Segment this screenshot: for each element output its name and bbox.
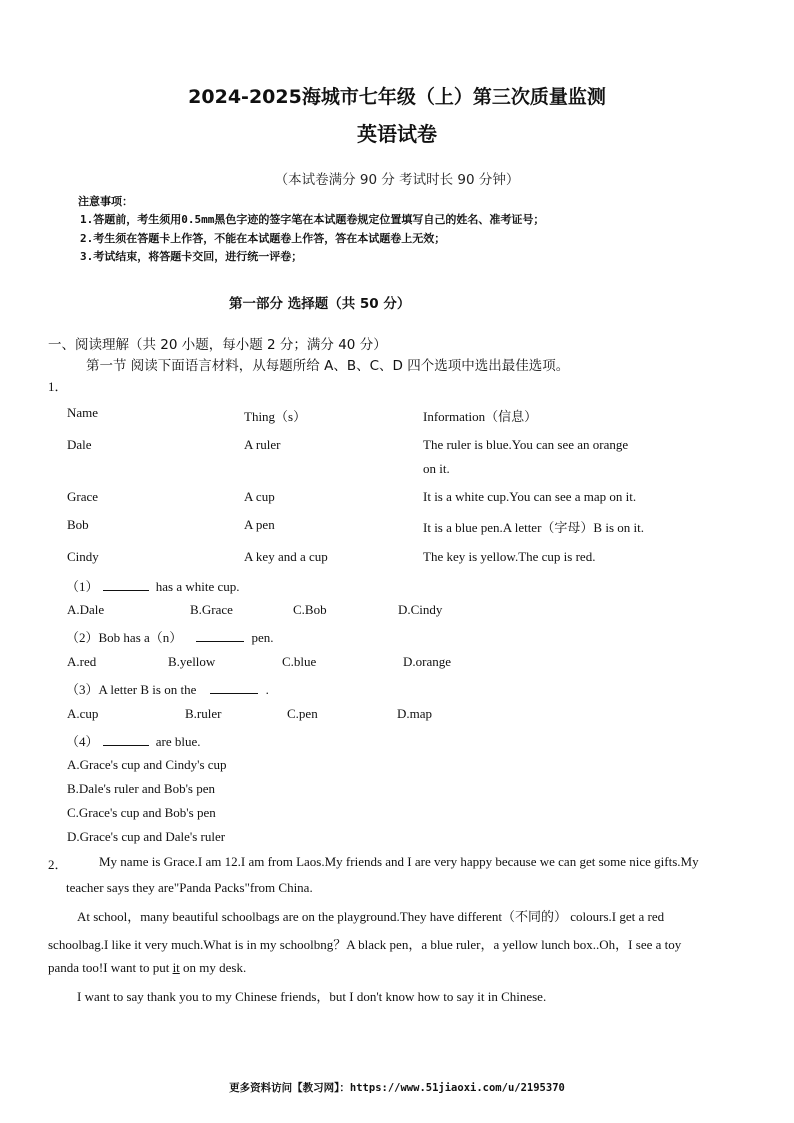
table-cell-name: Grace: [67, 489, 99, 504]
option-a: A.cup: [67, 706, 99, 721]
sub-question-prefix: （2）Bob has a（n）: [66, 630, 183, 645]
sub-question-stem: are blue.: [155, 734, 201, 749]
option-b: B.Dale's ruler and Bob's pen: [67, 781, 216, 796]
passage-text: on my desk.: [179, 960, 247, 975]
table-cell-thing: A key and a cup: [244, 549, 328, 564]
sub-question-2: [66, 627, 274, 646]
table-header-info: Information（信息）: [423, 409, 538, 424]
option-a: A.Dale: [67, 602, 105, 617]
table-cell-thing: A ruler: [244, 437, 281, 452]
sub-question-prefix: （1）: [66, 579, 99, 594]
underlined-word: it: [172, 960, 180, 975]
answer-blank: [103, 580, 149, 591]
section-instruction: 第一节 阅读下面语言材料，从每题所给 A、B、C、D 四个选项中选出最佳选项。: [86, 358, 570, 374]
passage-line: teacher says they are"Panda Packs"from China.: [66, 880, 313, 895]
passage-line: My name is Grace.I am 12.I am from Laos.My friends and I are very happy because we can get some nice gifts.My: [99, 854, 699, 869]
table-cell-thing: A cup: [244, 489, 275, 504]
option-b: B.ruler: [185, 706, 222, 721]
option-d: D.map: [397, 706, 433, 721]
table-cell-info: The ruler is blue.You can see an orange: [423, 437, 629, 452]
answer-blank: [196, 631, 244, 642]
question-number: 1．: [48, 379, 68, 394]
sub-question-stem: pen.: [251, 630, 274, 645]
option-d: D.orange: [403, 654, 452, 669]
question-number: 2．: [48, 857, 68, 872]
table-header-thing: Thing（s）: [244, 409, 307, 424]
answer-blank: [210, 683, 258, 694]
sub-question-stem: has a white cup.: [155, 579, 240, 594]
passage-line: I want to say thank you to my Chinese friends，but I don't know how to say it in Chinese.: [77, 989, 547, 1004]
notice-item: 2.考生须在答题卡上作答，不能在本试题卷上作答，答在本试题卷上无效；: [80, 232, 446, 245]
section-heading: 一、阅读理解（共 20 小题，每小题 2 分；满分 40 分）: [48, 337, 387, 353]
sub-question-4: [66, 731, 201, 750]
table-cell-name: Dale: [67, 437, 92, 452]
sub-question-1: [66, 576, 240, 595]
table-cell-info: on it.: [423, 461, 450, 476]
passage-line: schoolbag.I like it very much.What is in my schoolbng？A black pen，a blue ruler，a yellow lunch box..Oh，I see a toy: [48, 937, 682, 952]
exam-title: 2024-2025海城市七年级（上）第三次质量监测: [188, 86, 606, 108]
option-c: C.pen: [287, 706, 318, 721]
option-b: B.yellow: [168, 654, 216, 669]
answer-blank: [103, 735, 149, 746]
table-cell-thing: A pen: [244, 517, 275, 532]
table-cell-name: Bob: [67, 517, 89, 532]
table-cell-info: The key is yellow.The cup is red.: [423, 549, 596, 564]
option-a: A.red: [67, 654, 97, 669]
notice-item: 3.考试结束，将答题卡交回，进行统一评卷；: [80, 250, 303, 263]
option-c: C.Grace's cup and Bob's pen: [67, 805, 216, 820]
option-c: C.blue: [282, 654, 317, 669]
sub-question-prefix: （4）: [66, 734, 99, 749]
table-header-name: Name: [67, 405, 99, 420]
footer-link[interactable]: 更多资料访问【教习网】：https://www.51jiaoxi.com/u/2195370: [229, 1082, 565, 1094]
sub-question-3: [66, 679, 269, 698]
passage-line: [48, 960, 246, 976]
sub-question-stem: .: [265, 682, 269, 697]
option-d: D.Grace's cup and Dale's ruler: [67, 829, 226, 844]
passage-text: panda too!I want to put: [48, 960, 173, 975]
sub-question-prefix: （3）A letter B is on the: [66, 682, 197, 697]
table-cell-name: Cindy: [67, 549, 99, 564]
passage-line: At school，many beautiful schoolbags are on the playground.They have different（不同的） colours.I get a red: [77, 909, 665, 924]
notice-item: 1.答题前，考生须用0.5mm黑色字迹的签字笔在本试题卷规定位置填写自己的姓名、准考证号；: [80, 213, 545, 226]
option-b: B.Grace: [190, 602, 233, 617]
option-d: D.Cindy: [398, 602, 443, 617]
score-info: （本试卷满分 90 分 考试时长 90 分钟）: [274, 172, 520, 188]
table-cell-info: It is a white cup.You can see a map on it.: [423, 489, 637, 504]
option-a: A.Grace's cup and Cindy's cup: [67, 757, 227, 772]
part1-heading: 第一部分 选择题（共 50 分）: [229, 296, 411, 312]
notice-heading: 注意事项：: [78, 195, 133, 208]
exam-subtitle: 英语试卷: [357, 122, 437, 146]
option-c: C.Bob: [293, 602, 327, 617]
table-cell-info: It is a blue pen.A letter（字母）B is on it.: [423, 520, 644, 535]
